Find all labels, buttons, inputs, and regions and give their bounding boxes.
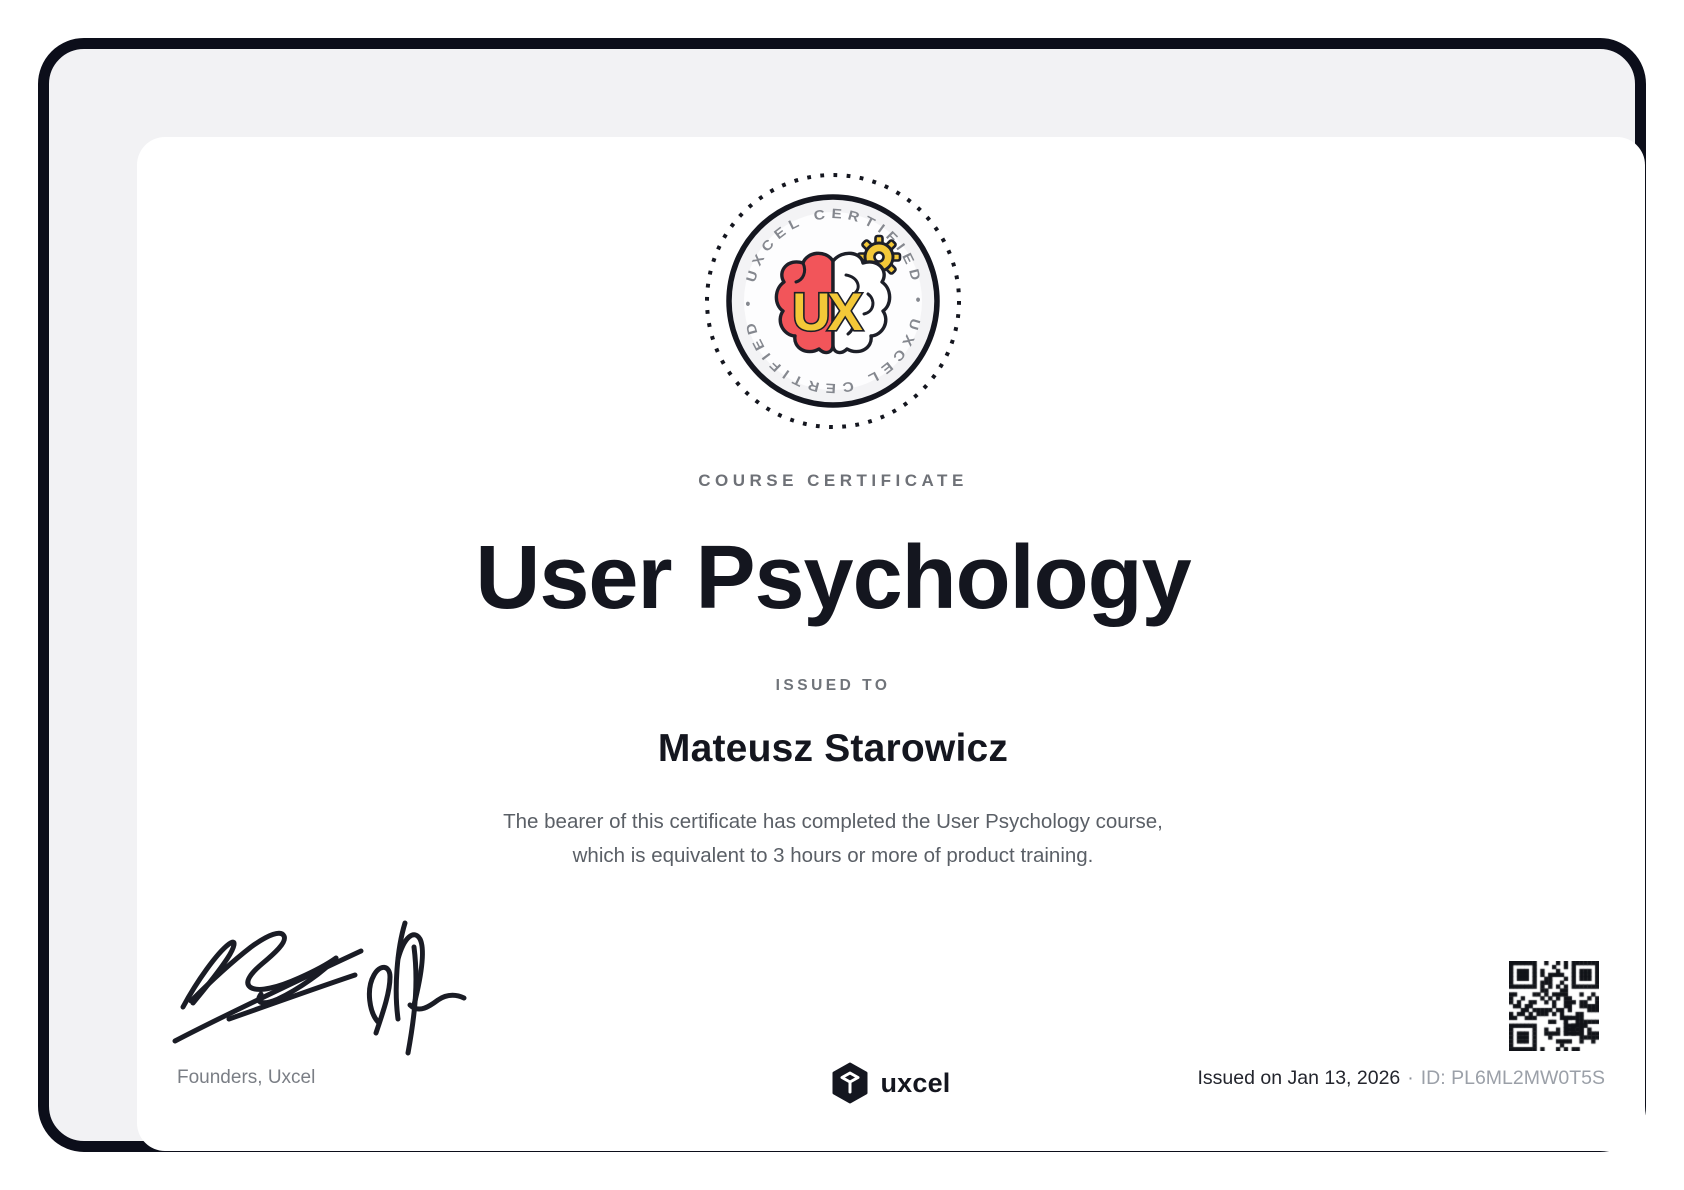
founders-caption: Founders, Uxcel [177, 1067, 316, 1088]
issued-on-date: Issued on Jan 13, 2026 [1197, 1067, 1401, 1089]
description-line-2: which is equivalent to 3 hours or more of product training. [572, 844, 1094, 867]
signature-icon [167, 889, 467, 1059]
separator-dot: · [1407, 1067, 1414, 1089]
certificate-frame [38, 38, 1646, 1152]
certification-badge [137, 165, 1529, 437]
certificate-id: ID: PL6ML2MW0T5S [1420, 1067, 1605, 1089]
founder-signatures [167, 889, 467, 1064]
course-title: User Psychology [475, 528, 1191, 628]
description-line-1: The bearer of this certificate has completed the User Psychology course, [503, 810, 1163, 833]
course-certificate-label: COURSE CERTIFICATE [698, 471, 968, 490]
uxcel-wordmark: uxcel [880, 1067, 951, 1098]
badge-icon [697, 165, 969, 437]
issue-info [1198, 1067, 1605, 1090]
recipient-name: Mateusz Starowicz [657, 727, 1009, 770]
certificate-card [137, 137, 1645, 1151]
certificate-description [137, 805, 1529, 873]
ux-monogram: UX [792, 283, 860, 342]
qr-code [1509, 961, 1599, 1051]
badge-ring-text: UXCEL CERTIFIED • UXCEL CERTIFIED • [740, 205, 926, 396]
uxcel-logo-icon [831, 1062, 869, 1104]
issued-to-label: ISSUED TO [775, 677, 891, 694]
